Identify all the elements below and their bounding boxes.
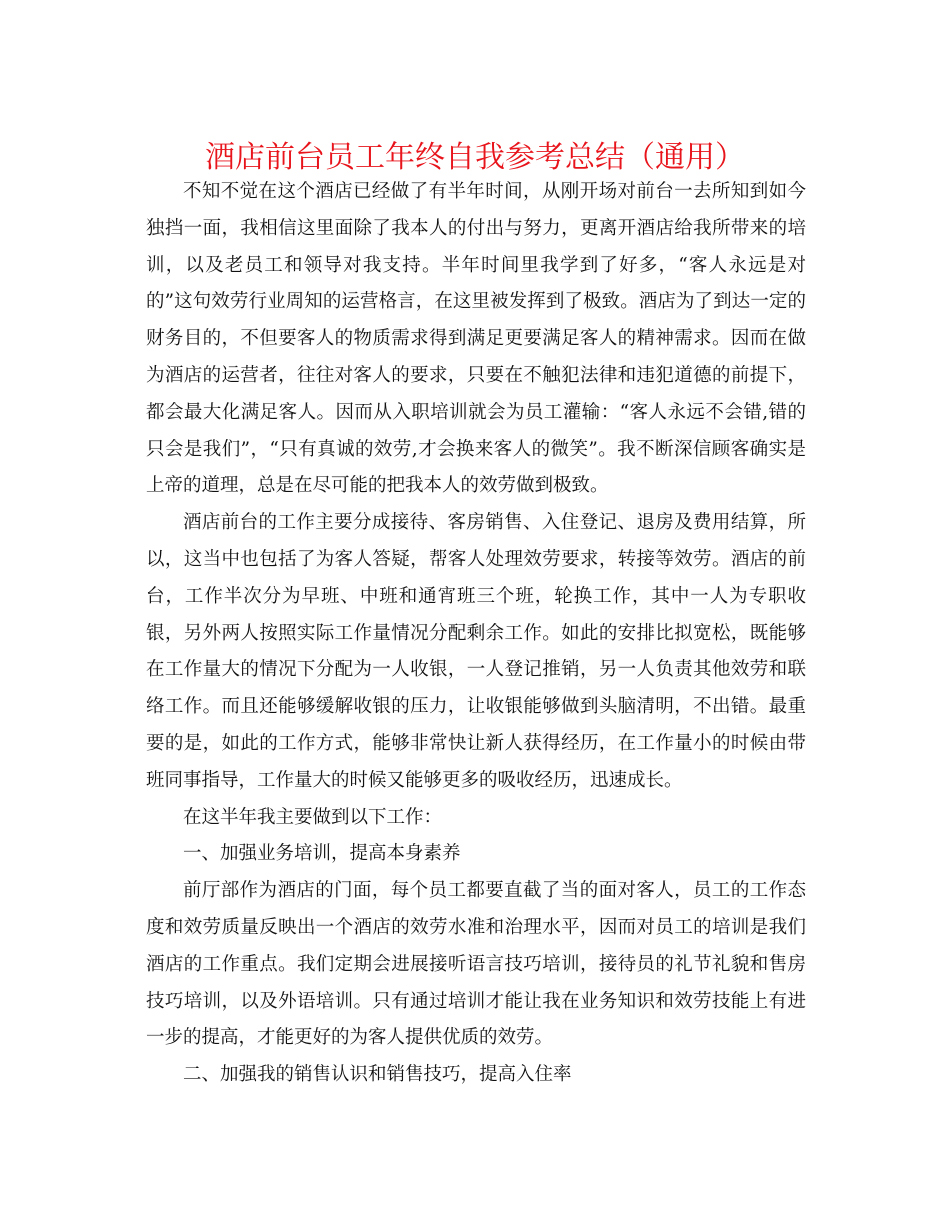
section-heading-sales: 二、加强我的销售认识和销售技巧，提高入住率 bbox=[183, 1064, 572, 1086]
paragraph-front-desk-duties: 酒店前台的工作主要分成接待、客房销售、入住登记、退房及费用结算，所以，这当中也包括了为客人答疑，帮客人处理效劳要求，转接等效劳。酒店的前台，工作半次分为早班、中班和通宵班三个班，轮换工作，其中一人为专职收银，另外两人按照实际工作量情况分配剩余工作。如此的安排比拟宽松，既能够在工作量大的情况下分配为一人收银，一人登记推销，另一人负责其他效劳和联络工作。而且还能够缓解收银的压力，让收银能够做到头脑清明，不出错。最重要的是，如此的工作方式，能够非常快让新人获得经历，在工作量小的时候由带班同事指导，工作量大的时候又能够更多的吸收经历，迅速成长。 bbox=[146, 512, 806, 791]
paragraph-intro: 不知不觉在这个酒店已经做了有半年时间，从刚开场对前台一去所知到如今独挡一面，我相信这里面除了我本人的付出与努力，更离开酒店给我所带来的培训，以及老员工和领导对我支持。半年时间里我学到了好多，“客人永远是对的”这句效劳行业周知的运营格言，在这里被发挥到了极致。酒店为了到达一定的财务目的，不但要客人的物质需求得到满足更要满足客人的精神需求。因而在做为酒店的运营者，往往对客人的要求，只要在不触犯法律和违犯道德的前提下，都会最大化满足客人。因而从入职培训就会为员工灌输：“客人永远不会错,错的只会是我们”，“只有真诚的效劳,才会换来客人的微笑”。我不断深信顾客确实是上帝的道理，总是在尽可能的把我本人的效劳做到极致。 bbox=[146, 181, 806, 497]
section-heading-training: 一、加强业务培训，提高本身素养 bbox=[183, 843, 461, 865]
document-body bbox=[146, 174, 806, 1094]
document-title: 酒店前台员工年终自我参考总结（通用） bbox=[205, 140, 745, 175]
paragraph-work-summary-lead: 在这半年我主要做到以下工作： bbox=[183, 806, 443, 828]
paragraph-training: 前厅部作为酒店的门面，每个员工都要直截了当的面对客人，员工的工作态度和效劳质量反映出一个酒店的效劳水准和治理水平，因而对员工的培训是我们酒店的工作重点。我们定期会进展接听语言技巧培训，接待员的礼节礼貌和售房技巧培训，以及外语培训。只有通过培训才能让我在业务知识和效劳技能上有进一步的提高，才能更好的为客人提供优质的效劳。 bbox=[146, 880, 806, 1049]
